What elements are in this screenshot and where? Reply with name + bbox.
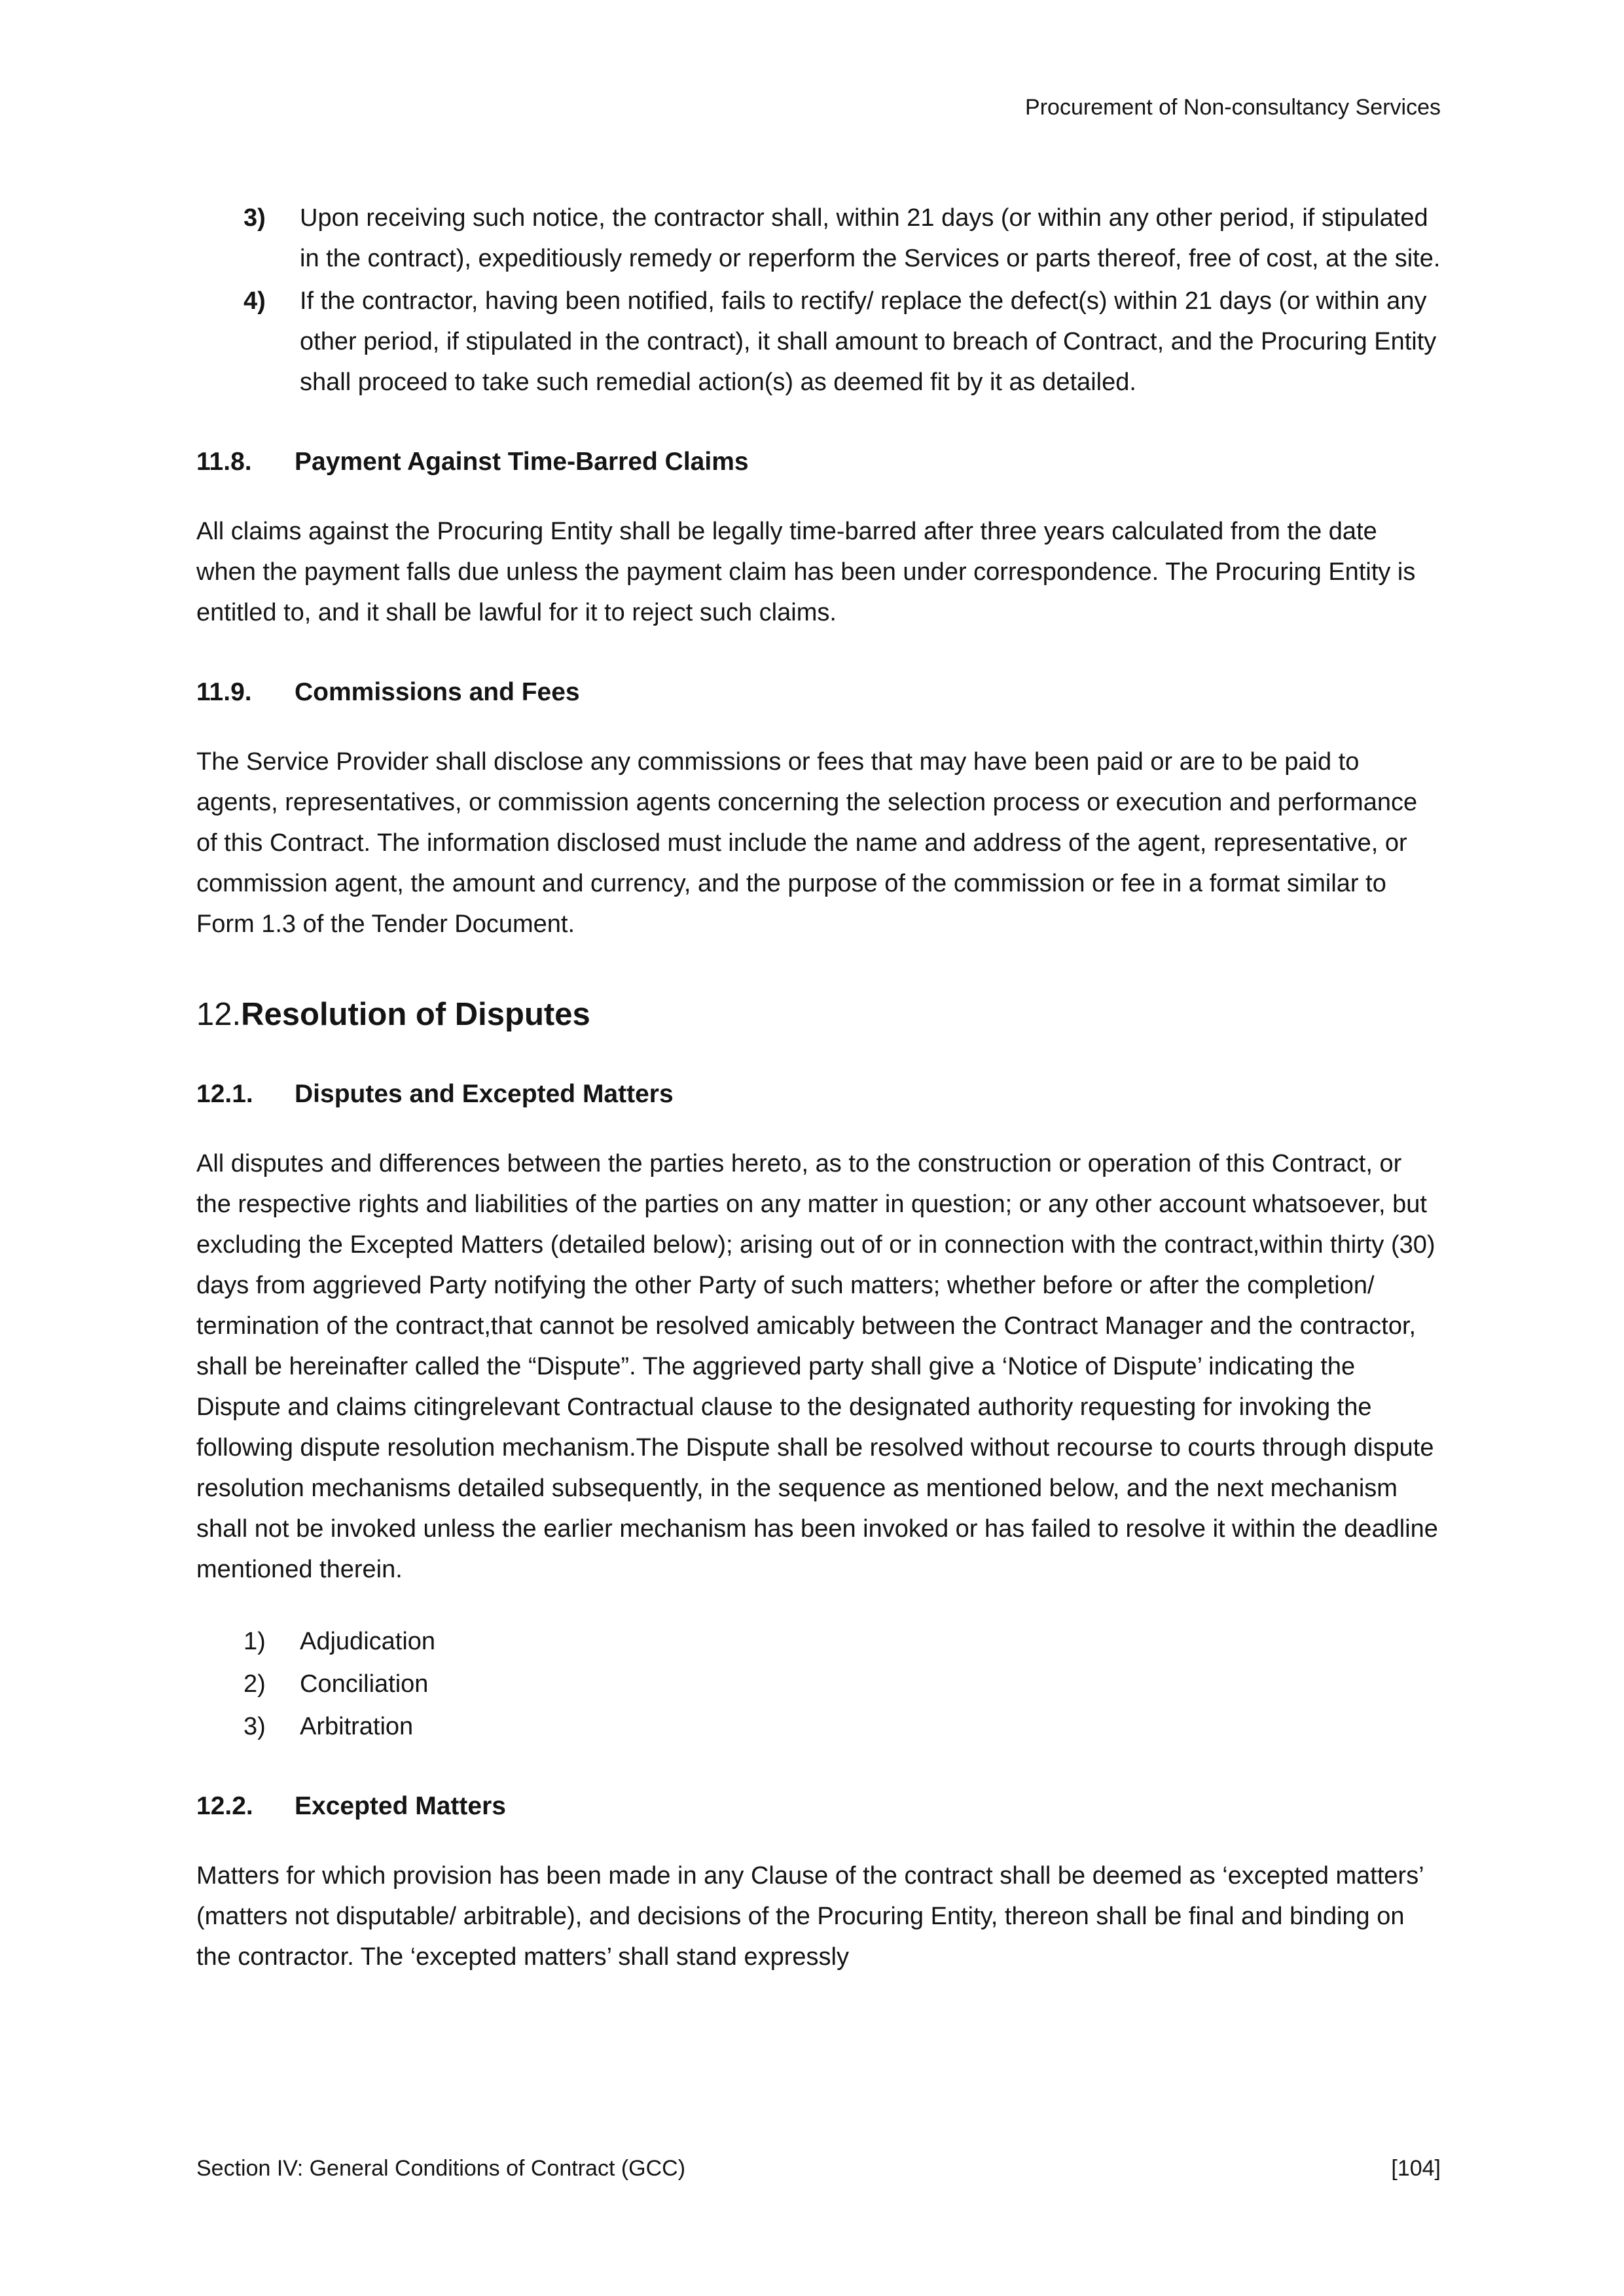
heading-number: 12.1. <box>196 1080 253 1108</box>
list-item-text: Conciliation <box>300 1670 429 1698</box>
heading-11-8 <box>196 446 1441 478</box>
heading-11-9 <box>196 676 1441 709</box>
list-item-4 <box>244 281 1441 403</box>
list-item-text: Upon receiving such notice, the contractor shall, within 21 days (or within any other period, if stipulated in the contract), expeditiously remedy or reperform the Services or parts thereof, free of cost, at the site. <box>300 204 1441 272</box>
header-text: Procurement of Non-consultancy Services <box>1025 95 1441 120</box>
paragraph-12-1: All disputes and differences between the parties hereto, as to the construction or operation of this Contract, or the respective rights and liabilities of the parties on any matter in question; or any other account whatsoever, but excluding the Excepted Matters (detailed below); arising out of or in connection with the contract,within thirty (30) days from aggrieved Party notifying the other Party of such matters; whether before or after the completion/ termination of the contract,that cannot be resolved amicably between the Contract Manager and the contractor, shall be hereinafter called the “Dispute”. The aggrieved party shall give a ‘Notice of Dispute’ indicating the Dispute and claims citingrelevant Contractual clause to the designated authority requesting for invoking the following dispute resolution mechanism.The Dispute shall be resolved without recourse to courts through dispute resolution mechanisms detailed subsequently, in the sequence as mentioned below, and the next mechanism shall not be invoked unless the earlier mechanism has been invoked or has failed to resolve it within the deadline mentioned therein. <box>196 1150 1438 1583</box>
heading-number: 12. <box>196 997 242 1032</box>
heading-number: 12.2. <box>196 1792 253 1820</box>
page-footer <box>196 2154 1441 2183</box>
heading-title: Resolution of Disputes <box>241 997 590 1032</box>
dispute-mechanism-list <box>196 1621 1441 1747</box>
mechanism-item-3 <box>244 1706 1441 1747</box>
heading-12 <box>196 994 1441 1035</box>
mechanism-item-1 <box>244 1621 1441 1662</box>
footer-page-number: [104] <box>1391 2156 1441 2181</box>
list-item-number: 4) <box>244 287 266 315</box>
heading-title: Payment Against Time-Barred Claims <box>295 448 749 476</box>
list-item-number: 3) <box>244 1713 266 1740</box>
list-item-text: Adjudication <box>300 1628 436 1655</box>
heading-number: 11.9. <box>196 678 252 706</box>
paragraph-11-9: The Service Provider shall disclose any commissions or fees that may have been paid or are to be paid to agents, representatives, or commission agents concerning the selection process or execution and performance of this Contract. The information disclosed must include the name and address of the agent, representative, or commission agent, the amount and currency, and the purpose of the commission or fee in a format similar to Form 1.3 of the Tender Document. <box>196 748 1418 938</box>
list-item-number: 2) <box>244 1670 266 1698</box>
heading-number: 11.8. <box>196 448 252 476</box>
heading-12-1 <box>196 1078 1441 1111</box>
paragraph-11-8: All claims against the Procuring Entity shall be legally time-barred after three years calculated from the date when the payment falls due unless the payment claim has been under correspondence. The Procuring Entity is entitled to, and it shall be lawful for it to reject such claims. <box>196 518 1416 626</box>
list-item-number: 3) <box>244 204 266 232</box>
list-item-text: If the contractor, having been notified, fails to rectify/ replace the defect(s) within 21 days (or within any other period, if stipulated in the contract), it shall amount to breach of Contract, and the Procuring Entity shall proceed to take such remedial action(s) as deemed fit by it as detailed. <box>300 287 1437 396</box>
page-header <box>196 93 1441 122</box>
heading-title: Excepted Matters <box>295 1792 506 1820</box>
list-item-number: 1) <box>244 1628 266 1655</box>
heading-title: Commissions and Fees <box>295 678 580 706</box>
heading-title: Disputes and Excepted Matters <box>295 1080 674 1108</box>
mechanism-item-2 <box>244 1664 1441 1704</box>
list-item-text: Arbitration <box>300 1713 414 1740</box>
paragraph-12-2: Matters for which provision has been made in any Clause of the contract shall be deemed as ‘excepted matters’ (matters not disputable/ arbitrable), and decisions of the Procuring Entity, thereon shall be final and binding on the contractor. The ‘excepted matters’ shall stand expressly <box>196 1862 1424 1971</box>
heading-12-2 <box>196 1790 1441 1823</box>
list-item-3 <box>244 198 1441 279</box>
footer-section-label: Section IV: General Conditions of Contract (GCC) <box>196 2156 686 2181</box>
